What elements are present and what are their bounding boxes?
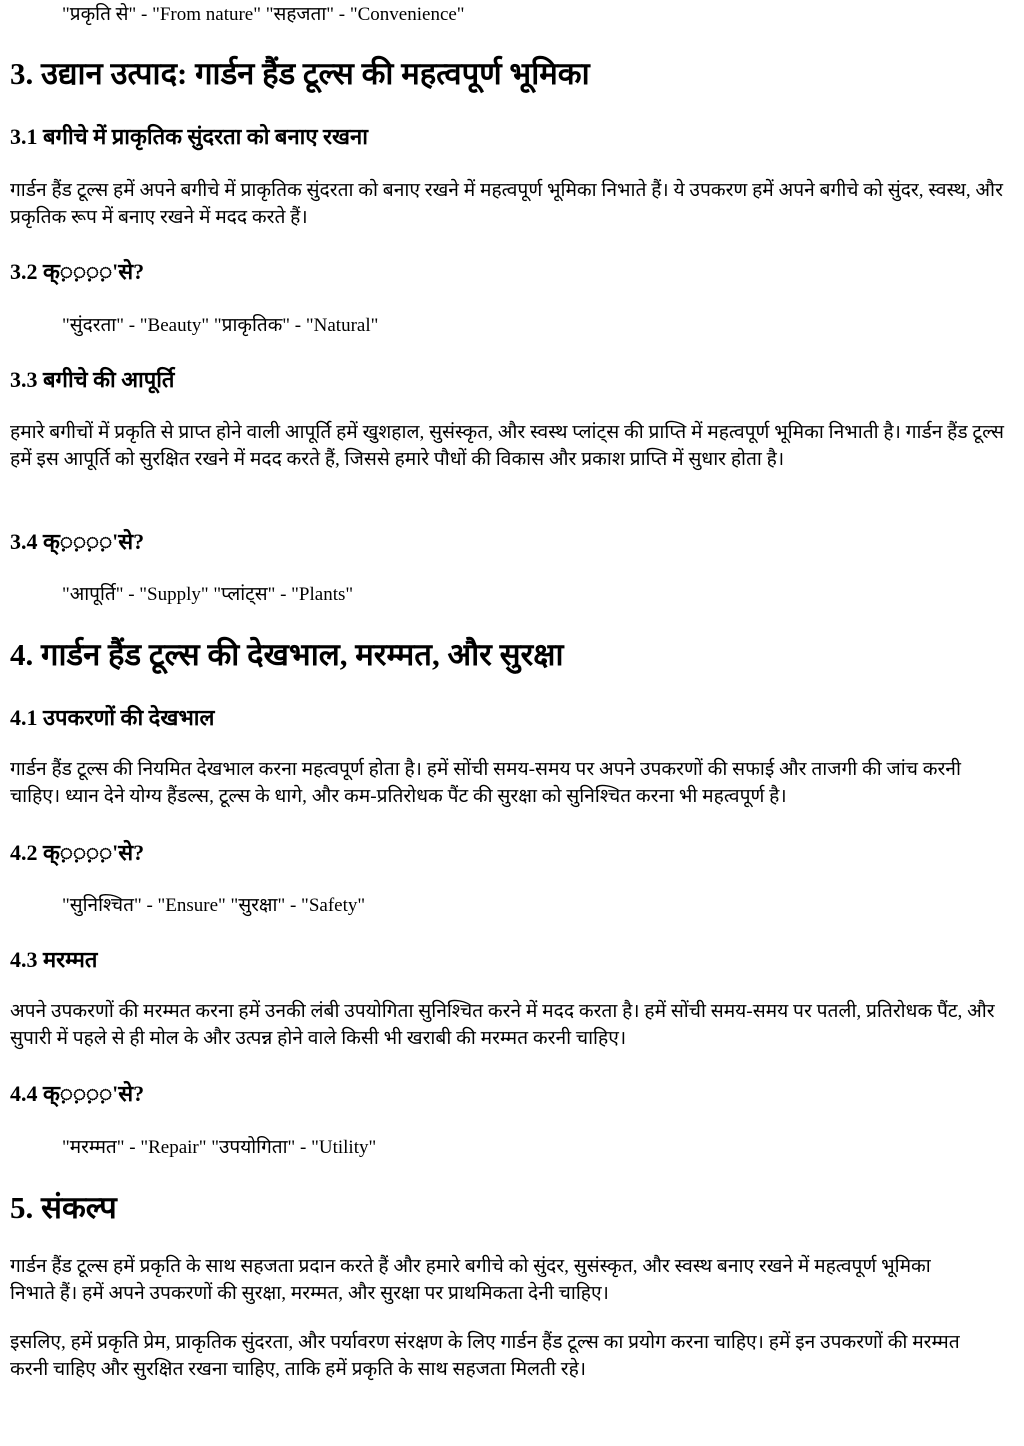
section-5-heading: 5. संकल्प [10, 1190, 117, 1225]
subsection-3-3-body: हमारे बगीचों में प्रकृति से प्राप्त होने वाली आपूर्ति हमें खुशहाल, सुसंस्कृत, और स्वस्थ प्लांट्स की प्राप्ति में महत्वपूर्ण भूमिका निभाती है। गार्डन हैंड टूल्स हमें इस आपूर्ति को सुरक्षित रखने में मदद करते हैं, जिससे हमारे पौधों की विकास और प्रकाश प्राप्ति में सुधार होता है। [10, 422, 1004, 470]
subsection-4-4-heading: 4.4 क्◌़◌़◌़◌़'से? [10, 1081, 145, 1106]
subsection-4-3-heading: 4.3 मरम्मत [10, 947, 98, 972]
subsection-4-3-body: अपने उपकरणों की मरम्मत करना हमें उनकी लंबी उपयोगिता सुनिश्चित करने में मदद करता है। हमें सोंची समय-समय पर पतली, प्रतिरोधक पैंट, और सुपारी में पहले से ही मोल के और उत्पन्न होने वाले किसी भी खराबी की मरम्मत करनी चाहिए। [10, 1001, 995, 1049]
subsection-4-1-body: गार्डन हैंड टूल्स की नियमित देखभाल करना महत्वपूर्ण होता है। हमें सोंची समय-समय पर अपने उपकरणों की सफाई और ताजगी की जांच करनी चाहिए। ध्यान देने योग्य हैंडल्स, टूल्स के धागे, और कम-प्रतिरोधक पैंट की सुरक्षा को सुनिश्चित करना भी महत्वपूर्ण है। [10, 759, 961, 807]
subsection-3-4-heading: 3.4 क्◌़◌़◌़◌़'से? [10, 529, 145, 554]
glossary-line: "आपूर्ति" - "Supply" "प्लांट्स" - "Plants" [62, 584, 354, 605]
section-4-heading: 4. गार्डन हैंड टूल्स की देखभाल, मरम्मत, और सुरक्षा [10, 637, 564, 672]
subsection-4-2-heading: 4.2 क्◌़◌़◌़◌़'से? [10, 840, 145, 865]
subsection-4-1-heading: 4.1 उपकरणों की देखभाल [10, 705, 215, 730]
glossary-line: "सुनिश्चित" - "Ensure" "सुरक्षा" - "Safety" [62, 895, 366, 916]
glossary-line: "मरम्मत" - "Repair" "उपयोगिता" - "Utility" [62, 1137, 377, 1158]
subsection-3-2-heading: 3.2 क्◌़◌़◌़◌़'से? [10, 259, 145, 284]
glossary-line: "प्रकृति से" - "From nature" "सहजता" - "Convenience" [62, 4, 465, 25]
section-3-heading: 3. उद्यान उत्पाद: गार्डन हैंड टूल्स की महत्वपूर्ण भूमिका [10, 56, 590, 91]
conclusion-paragraph-2: इसलिए, हमें प्रकृति प्रेम, प्राकृतिक सुंदरता, और पर्यावरण संरक्षण के लिए गार्डन हैंड टूल्स का प्रयोग करना चाहिए। हमें इन उपकरणों की मरम्मत करनी चाहिए और सुरक्षित रखना चाहिए, ताकि हमें प्रकृति के साथ सहजता मिलती रहे। [10, 1332, 960, 1380]
subsection-3-1-heading: 3.1 बगीचे में प्राकृतिक सुंदरता को बनाए रखना [10, 124, 368, 149]
subsection-3-1-body: गार्डन हैंड टूल्स हमें अपने बगीचे में प्राकृतिक सुंदरता को बनाए रखने में महत्वपूर्ण भूमिका निभाते हैं। ये उपकरण हमें अपने बगीचे को सुंदर, स्वस्थ, और प्रकृतिक रूप में बनाए रखने में मदद करते हैं। [10, 180, 1003, 228]
subsection-3-3-heading: 3.3 बगीचे की आपूर्ति [10, 367, 175, 392]
conclusion-paragraph-1: गार्डन हैंड टूल्स हमें प्रकृति के साथ सहजता प्रदान करते हैं और हमारे बगीचे को सुंदर, सुसंस्कृत, और स्वस्थ बनाए रखने में महत्वपूर्ण भूमिका निभाते हैं। हमें अपने उपकरणों की सुरक्षा, मरम्मत, और सुरक्षा पर प्राथमिकता देनी चाहिए। [10, 1256, 931, 1304]
glossary-line: "सुंदरता" - "Beauty" "प्राकृतिक" - "Natural" [62, 315, 379, 336]
